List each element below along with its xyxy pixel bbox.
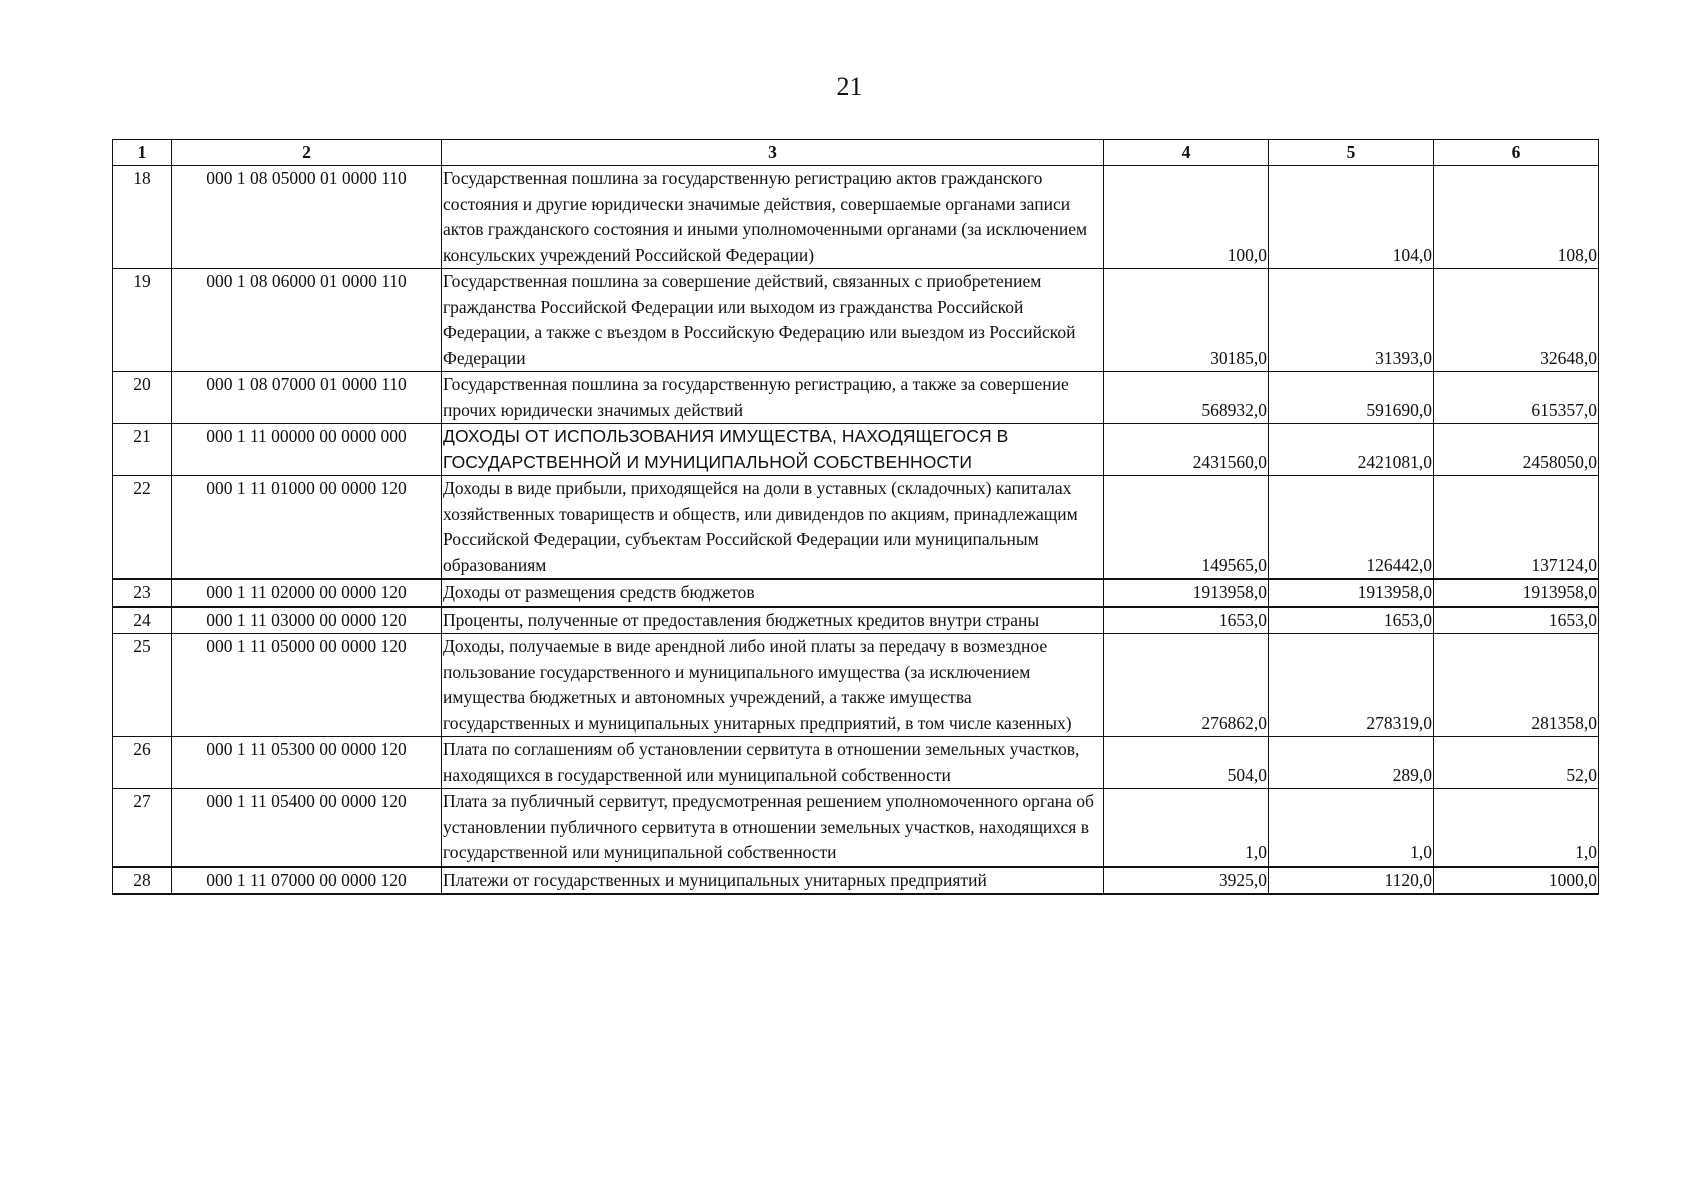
revenue-table — [112, 139, 1599, 895]
value-col-6: 1,0 — [1434, 789, 1599, 867]
value-col-5: 104,0 — [1269, 166, 1434, 269]
row-number: 27 — [113, 789, 172, 867]
column-header-1: 1 — [113, 140, 172, 166]
row-number: 22 — [113, 476, 172, 580]
row-description: Плата по соглашениям об установлении сервитута в отношении земельных участков, находящихся в государственной или муниципальной собственности — [442, 737, 1104, 789]
value-col-4: 30185,0 — [1104, 269, 1269, 372]
table-row — [113, 372, 1599, 424]
budget-code: 000 1 11 01000 00 0000 120 — [172, 476, 442, 580]
value-col-4: 3925,0 — [1104, 867, 1269, 895]
table-row — [113, 634, 1599, 737]
value-col-5: 591690,0 — [1269, 372, 1434, 424]
budget-code: 000 1 11 00000 00 0000 000 — [172, 424, 442, 476]
value-col-6: 32648,0 — [1434, 269, 1599, 372]
value-col-4: 1913958,0 — [1104, 579, 1269, 607]
row-number: 21 — [113, 424, 172, 476]
value-col-5: 289,0 — [1269, 737, 1434, 789]
value-col-6: 2458050,0 — [1434, 424, 1599, 476]
value-col-6: 1653,0 — [1434, 607, 1599, 634]
column-header-3: 3 — [442, 140, 1104, 166]
table-row — [113, 579, 1599, 607]
row-number: 25 — [113, 634, 172, 737]
budget-code: 000 1 11 05400 00 0000 120 — [172, 789, 442, 867]
revenue-table-body — [113, 140, 1599, 895]
value-col-5: 278319,0 — [1269, 634, 1434, 737]
row-number: 26 — [113, 737, 172, 789]
row-description: Доходы, получаемые в виде арендной либо иной платы за передачу в возмездное пользование государственного и муниципального имущества (за исключением имущества бюджетных и автономных учреждений, а также имущества государственных и муниципальных унитарных предприятий, в том числе казенных) — [442, 634, 1104, 737]
table-row — [113, 867, 1599, 895]
row-number: 23 — [113, 579, 172, 607]
value-col-4: 1653,0 — [1104, 607, 1269, 634]
budget-code: 000 1 11 07000 00 0000 120 — [172, 867, 442, 895]
column-header-5: 5 — [1269, 140, 1434, 166]
row-number: 24 — [113, 607, 172, 634]
row-description: Государственная пошлина за государственную регистрацию актов гражданского состояния и другие юридически значимые действия, совершаемые органами записи актов гражданского состояния и иными уполномоченными органами (за исключением консульских учреждений Российской Федерации) — [442, 166, 1104, 269]
value-col-6: 281358,0 — [1434, 634, 1599, 737]
row-description: ДОХОДЫ ОТ ИСПОЛЬЗОВАНИЯ ИМУЩЕСТВА, НАХОДЯЩЕГОСЯ В ГОСУДАРСТВЕННОЙ И МУНИЦИПАЛЬНОЙ СОБСТВЕННОСТИ — [442, 424, 1104, 476]
value-col-4: 568932,0 — [1104, 372, 1269, 424]
value-col-6: 1000,0 — [1434, 867, 1599, 895]
budget-code: 000 1 08 05000 01 0000 110 — [172, 166, 442, 269]
value-col-6: 108,0 — [1434, 166, 1599, 269]
budget-code: 000 1 08 07000 01 0000 110 — [172, 372, 442, 424]
budget-code: 000 1 11 03000 00 0000 120 — [172, 607, 442, 634]
table-header-row — [113, 140, 1599, 166]
budget-code: 000 1 08 06000 01 0000 110 — [172, 269, 442, 372]
value-col-5: 2421081,0 — [1269, 424, 1434, 476]
budget-code: 000 1 11 05000 00 0000 120 — [172, 634, 442, 737]
value-col-6: 615357,0 — [1434, 372, 1599, 424]
row-description: Проценты, полученные от предоставления бюджетных кредитов внутри страны — [442, 607, 1104, 634]
table-row — [113, 476, 1599, 580]
value-col-5: 1653,0 — [1269, 607, 1434, 634]
row-number: 28 — [113, 867, 172, 895]
value-col-6: 137124,0 — [1434, 476, 1599, 580]
table-row — [113, 607, 1599, 634]
row-number: 19 — [113, 269, 172, 372]
value-col-4: 100,0 — [1104, 166, 1269, 269]
value-col-5: 1913958,0 — [1269, 579, 1434, 607]
row-description: Доходы от размещения средств бюджетов — [442, 579, 1104, 607]
row-description: Платежи от государственных и муниципальных унитарных предприятий — [442, 867, 1104, 895]
value-col-5: 126442,0 — [1269, 476, 1434, 580]
page-number: 21 — [836, 72, 863, 101]
table-row — [113, 737, 1599, 789]
value-col-5: 1120,0 — [1269, 867, 1434, 895]
table-row — [113, 166, 1599, 269]
value-col-6: 1913958,0 — [1434, 579, 1599, 607]
table-row — [113, 424, 1599, 476]
value-col-4: 504,0 — [1104, 737, 1269, 789]
row-description: Государственная пошлина за государственную регистрацию, а также за совершение прочих юридически значимых действий — [442, 372, 1104, 424]
value-col-4: 149565,0 — [1104, 476, 1269, 580]
value-col-5: 1,0 — [1269, 789, 1434, 867]
row-number: 18 — [113, 166, 172, 269]
value-col-6: 52,0 — [1434, 737, 1599, 789]
budget-code: 000 1 11 02000 00 0000 120 — [172, 579, 442, 607]
value-col-4: 276862,0 — [1104, 634, 1269, 737]
row-description: Доходы в виде прибыли, приходящейся на доли в уставных (складочных) капиталах хозяйственных товариществ и обществ, или дивидендов по акциям, принадлежащим Российской Федерации, субъектам Российской Федерации или муниципальным образованиям — [442, 476, 1104, 580]
value-col-4: 2431560,0 — [1104, 424, 1269, 476]
row-number: 20 — [113, 372, 172, 424]
column-header-2: 2 — [172, 140, 442, 166]
table-row — [113, 269, 1599, 372]
value-col-4: 1,0 — [1104, 789, 1269, 867]
value-col-5: 31393,0 — [1269, 269, 1434, 372]
column-header-4: 4 — [1104, 140, 1269, 166]
table-row — [113, 789, 1599, 867]
row-description: Государственная пошлина за совершение действий, связанных с приобретением гражданства Российской Федерации или выходом из гражданства Российской Федерации, а также с въездом в Российскую Федерацию или выездом из Российской Федерации — [442, 269, 1104, 372]
column-header-6: 6 — [1434, 140, 1599, 166]
row-description: Плата за публичный сервитут, предусмотренная решением уполномоченного органа об установлении публичного сервитута в отношении земельных участков, находящихся в государственной или муниципальной собственности — [442, 789, 1104, 867]
budget-code: 000 1 11 05300 00 0000 120 — [172, 737, 442, 789]
